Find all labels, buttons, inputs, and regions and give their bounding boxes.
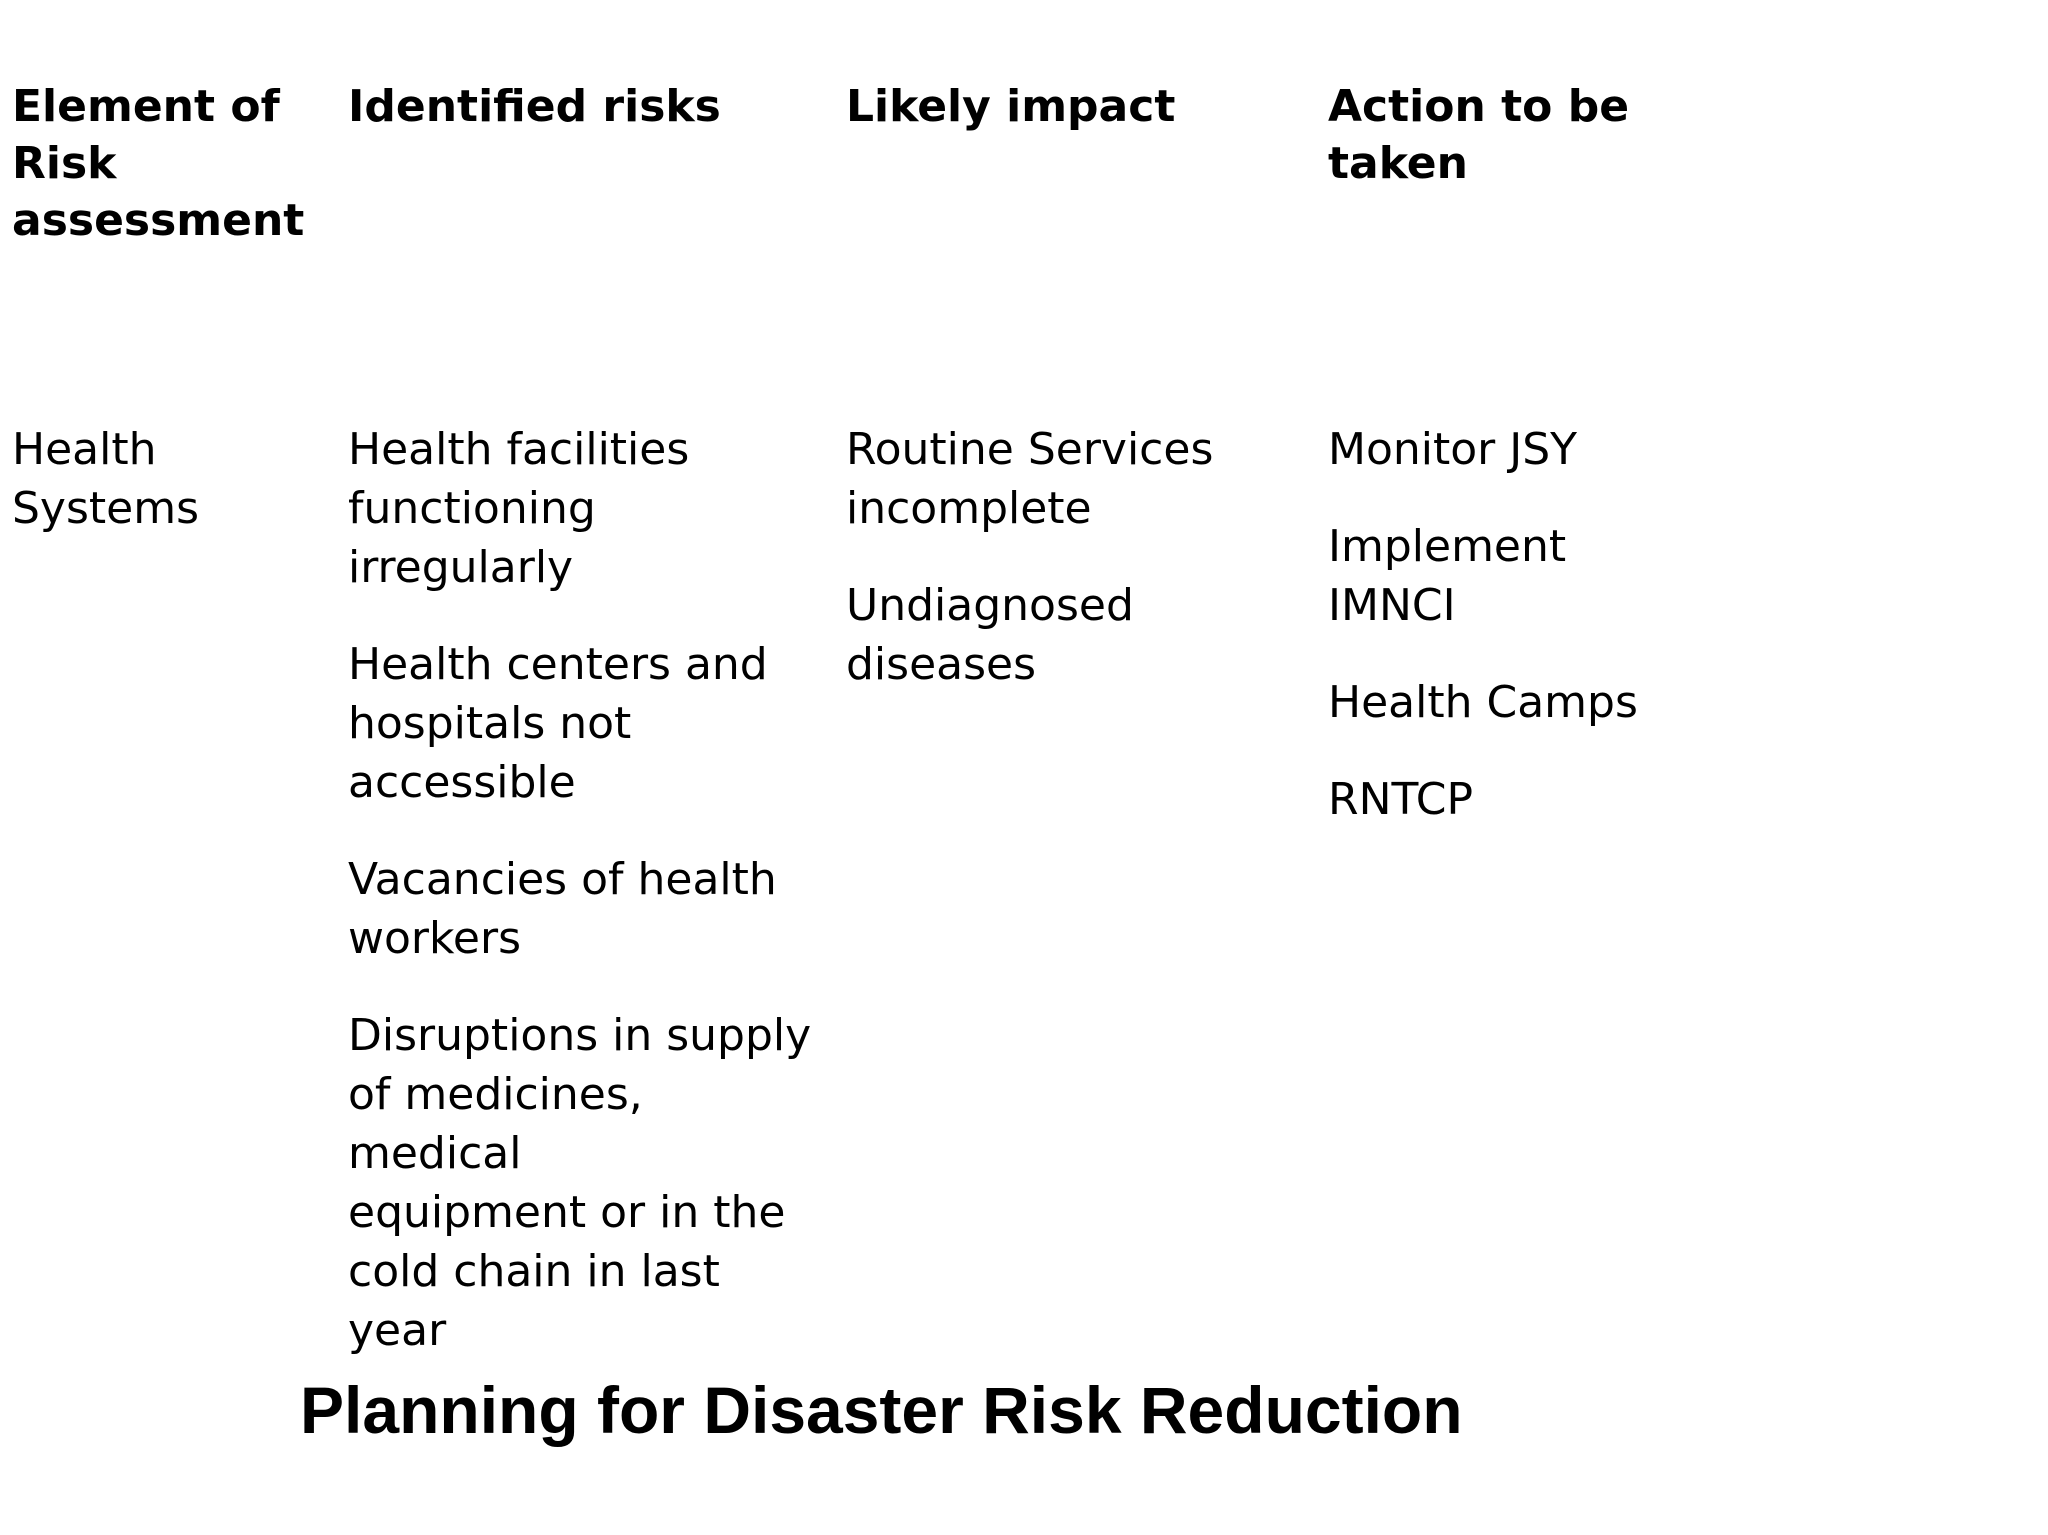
cell-action-to-be-taken: [1328, 420, 1788, 867]
header-label: Element of Risk assessment: [12, 81, 305, 246]
impact-item: Routine Services incomplete: [846, 424, 1214, 534]
table-header-row: [0, 78, 2048, 298]
cell-likely-impact: [846, 420, 1306, 732]
actions-list: [1328, 420, 1788, 829]
action-item: RNTCP: [1328, 774, 1474, 825]
header-action-to-be-taken: [1328, 78, 1788, 192]
action-item: Monitor JSY: [1328, 424, 1578, 475]
header-likely-impact: [846, 78, 1306, 135]
element-list: [12, 420, 332, 538]
risk-item: Vacancies of health workers: [348, 854, 777, 964]
header-identified-risks: [348, 78, 828, 135]
risk-item: Health facilities functioning irregularly: [348, 424, 690, 593]
cell-identified-risks: [348, 420, 828, 1398]
action-item: Implement IMNCI: [1328, 521, 1567, 631]
risks-list: [348, 420, 828, 1360]
header-element-of-risk-assessment: [12, 78, 332, 249]
element-item: Health Systems: [12, 424, 199, 534]
cell-element: [12, 420, 332, 576]
slide-title: Planning for Disaster Risk Reduction: [300, 1373, 1463, 1447]
header-label: Likely impact: [846, 81, 1176, 132]
table-row: [0, 420, 2048, 1356]
header-label: Action to be taken: [1328, 81, 1630, 189]
impacts-list: [846, 420, 1306, 694]
risk-item: Health centers and hospitals not accessible: [348, 639, 768, 808]
header-label: Identified risks: [348, 81, 721, 132]
action-item: Health Camps: [1328, 677, 1638, 728]
impact-item: Undiagnosed diseases: [846, 580, 1134, 690]
risk-item: Disruptions in supply of medicines, medical equipment or in the cold chain in last year: [348, 1010, 812, 1356]
